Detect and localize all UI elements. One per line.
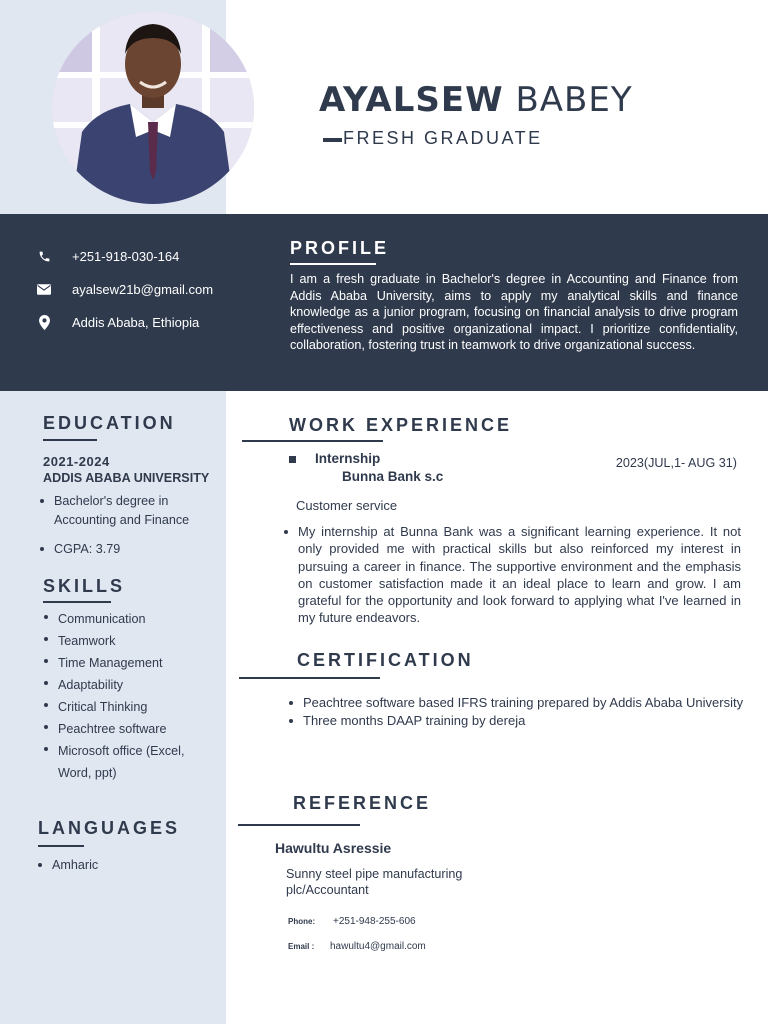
profile-text: I am a fresh graduate in Bachelor's degree in Accounting and Finance from Addis Ababa University, aims to apply my analytical skills and finance knowledge as a junior program, focusing on financial analysis to drive program effectiveness and positive organizational impact. I prioritize confidentiality, collaboration, fostering trust in teamwork to drive organizational success.	[290, 272, 738, 352]
reference-phone-label: Phone:	[288, 917, 316, 926]
certification-rule	[239, 677, 380, 679]
title-dash	[323, 138, 342, 142]
skills-heading: SKILLS	[43, 576, 126, 596]
list-item: Teamwork	[42, 630, 218, 652]
last-name: BABEY	[515, 80, 633, 120]
job-date: 2023(JUL,1- AUG 31)	[615, 456, 737, 470]
list-item: Three months DAAP training by dereja	[289, 712, 746, 730]
certification-heading: CERTIFICATION	[297, 650, 474, 670]
profile-rule	[290, 263, 376, 265]
languages-rule	[38, 845, 84, 847]
reference-heading: REFERENCE	[293, 793, 432, 813]
first-name: AYALSEW	[319, 80, 504, 120]
list-item: Communication	[42, 608, 218, 630]
job-title-header: FRESH GRADUATE	[343, 128, 543, 148]
location-text: Addis Ababa, Ethiopia	[72, 314, 200, 330]
phone-icon	[36, 248, 52, 264]
location-pin-icon	[36, 314, 52, 330]
education-list	[38, 492, 218, 559]
job-role: Customer service	[296, 498, 398, 513]
list-item: Bachelor's degree in Accounting and Finance	[38, 492, 218, 530]
languages-list	[36, 856, 216, 874]
languages-heading: LANGUAGES	[38, 818, 181, 838]
profile-heading: PROFILE	[290, 238, 390, 258]
reference-rule	[238, 824, 360, 826]
job-bullet-square	[289, 456, 296, 463]
contact-phone	[36, 248, 179, 264]
list-item: CGPA: 3.79	[38, 540, 218, 559]
email-icon	[36, 281, 52, 297]
education-years: 2021-2024	[43, 454, 110, 469]
list-item: Amharic	[36, 856, 216, 874]
work-experience-heading: WORK EXPERIENCE	[289, 415, 513, 435]
list-item: Critical Thinking	[42, 696, 218, 718]
certification-list	[289, 694, 746, 729]
reference-organization: Sunny steel pipe manufacturing plc/Accountant	[286, 867, 463, 897]
list-item: Microsoft office (Excel, Word, ppt)	[42, 740, 218, 784]
reference-email[interactable]: hawultu4@gmail.com	[330, 941, 426, 952]
education-rule	[43, 439, 97, 441]
skills-list	[42, 608, 218, 784]
list-item: Peachtree software based IFRS training prepared by Addis Ababa University	[289, 694, 746, 712]
reference-email-label: Email :	[288, 942, 315, 951]
contact-location	[36, 314, 199, 330]
phone-text: +251-918-030-164	[72, 248, 180, 264]
contact-email	[36, 281, 213, 297]
job-company: Bunna Bank s.c	[342, 469, 444, 484]
skills-rule	[43, 601, 111, 603]
email-text[interactable]: ayalsew21b@gmail.com	[72, 281, 214, 297]
full-name	[319, 80, 633, 120]
job-description-list	[284, 523, 741, 627]
job-title: Internship	[315, 451, 381, 466]
job-description: My internship at Bunna Bank was a significant learning experience. It not only provided me with practical skills but also reinforced my interest in pursuing a career in finance. The supportive environment and the emphasis on customer satisfaction made it an ideal place to learn and grow. I am grateful for the opportunity and look forward to applying what I've learned in my future endeavors.	[284, 523, 741, 627]
list-item: Adaptability	[42, 674, 218, 696]
list-item: Peachtree software	[42, 718, 218, 740]
education-university: ADDIS ABABA UNIVERSITY	[43, 471, 210, 485]
profile-photo	[52, 12, 254, 204]
list-item: Time Management	[42, 652, 218, 674]
education-heading: EDUCATION	[43, 413, 176, 433]
work-experience-rule	[242, 440, 383, 442]
reference-phone: +251-948-255-606	[333, 916, 416, 927]
reference-name: Hawultu Asressie	[275, 840, 392, 856]
